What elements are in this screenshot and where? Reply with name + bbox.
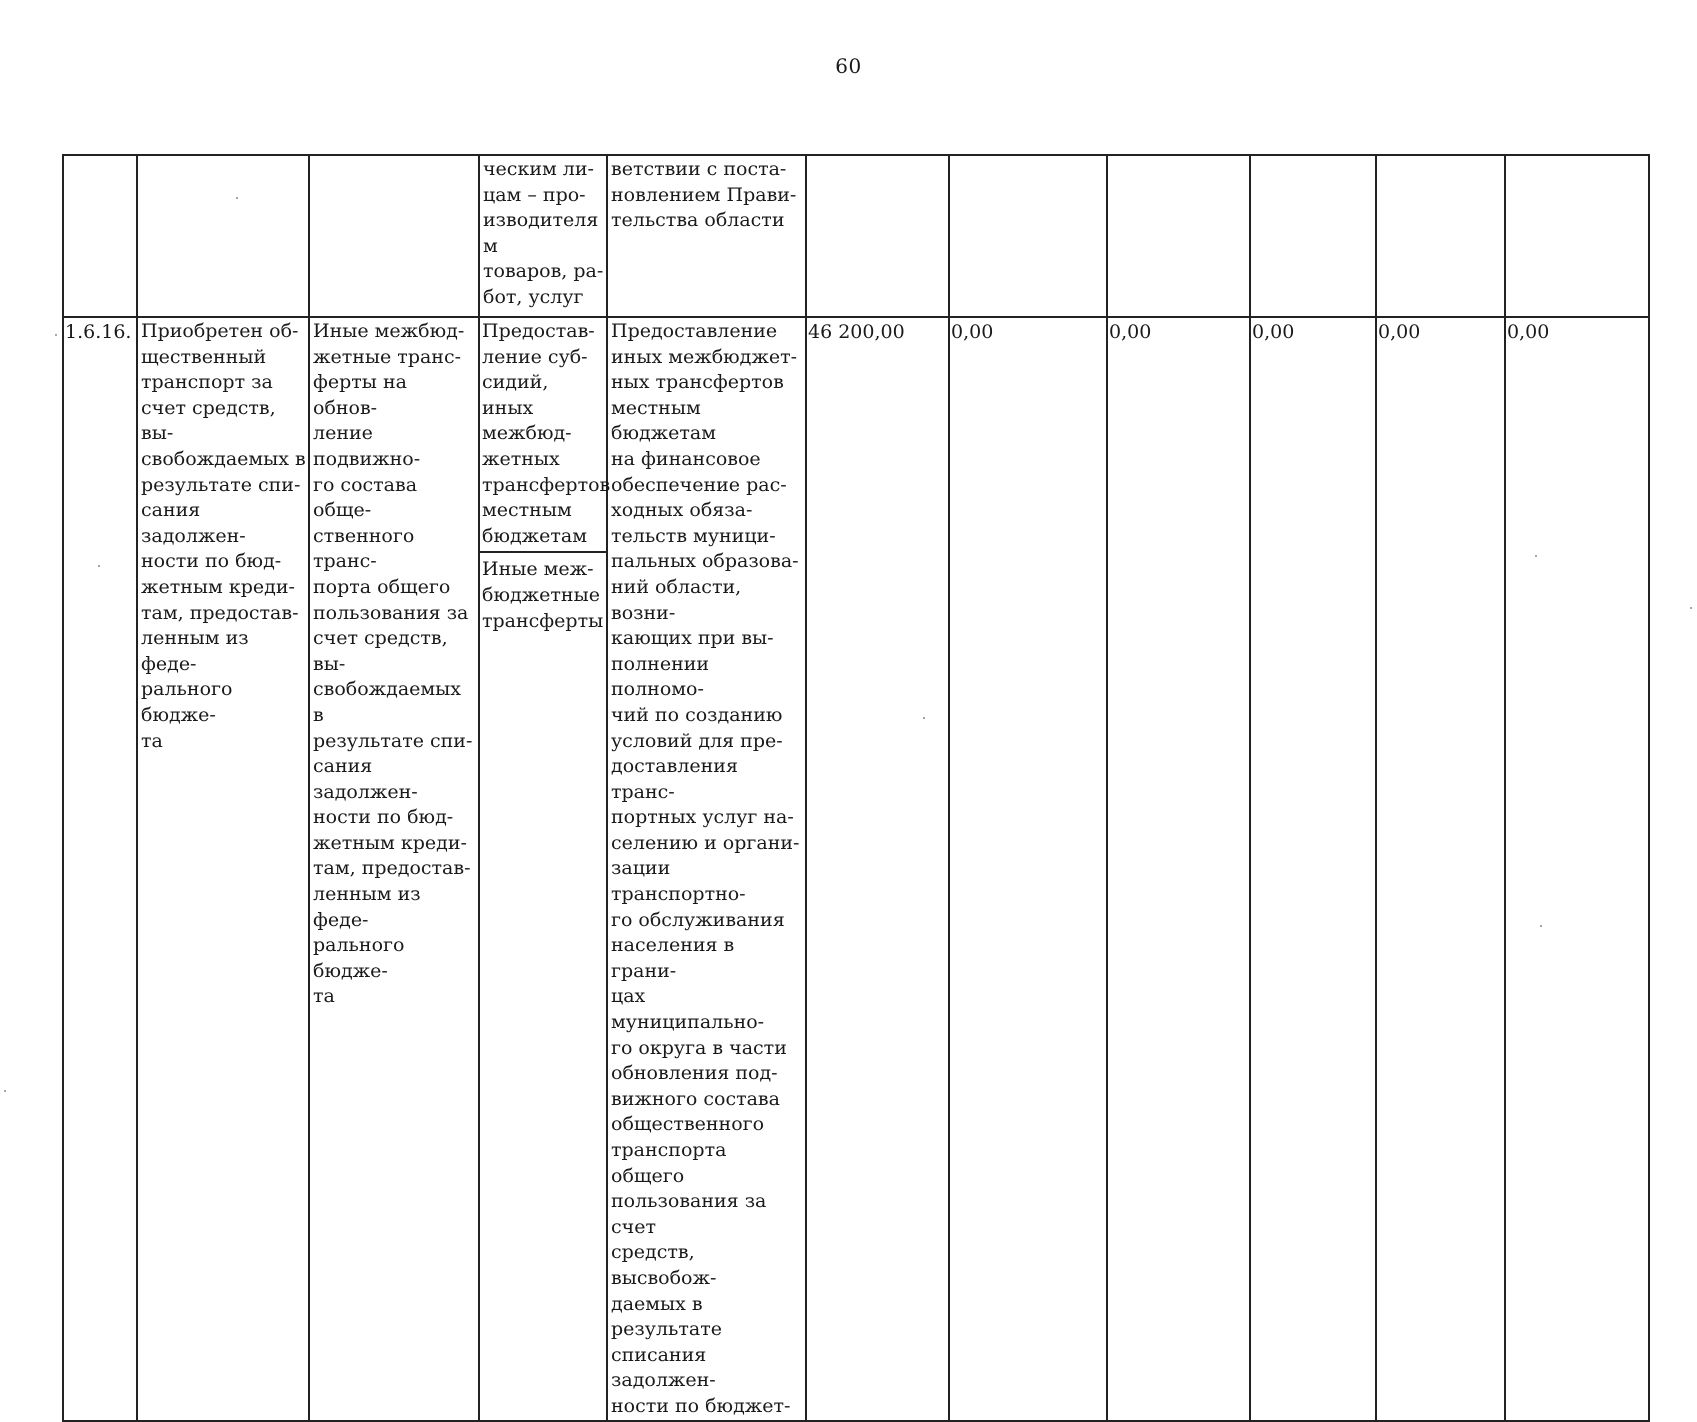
cell-basis: ветствии с поста- новлением Прави- тельства области	[607, 155, 806, 317]
cell-amount: 0,00	[949, 317, 1107, 1421]
scan-speck	[923, 717, 925, 719]
scan-speck	[98, 565, 100, 567]
page-number: 60	[835, 54, 862, 78]
cell-amount: 0,00	[1376, 317, 1505, 1421]
cell-amount-total	[806, 155, 949, 317]
table-row-1-6-16	[63, 317, 1649, 1421]
scan-speck	[55, 334, 57, 336]
support-form-subsidies: Предостав- ление суб- сидий, иных межбюд- жетных трансфертов местным бюджетам	[482, 320, 611, 547]
scan-speck	[1540, 925, 1542, 927]
cell-amount	[1250, 155, 1376, 317]
scan-speck	[1690, 607, 1692, 609]
cell-amount: 0,00	[1250, 317, 1376, 1421]
cell-support-form: ческим ли- цам – про- изводителям товаров, ра- бот, услуг	[479, 155, 607, 317]
support-form-transfers: Иные меж- бюджетные трансферты	[480, 551, 606, 636]
cell-support-form	[479, 317, 611, 1421]
cell-num: 1.6.16.	[63, 317, 137, 1421]
cell-amount	[1107, 155, 1250, 317]
cell-result-name: Приобретен об- щественный транспорт за счет средств, вы- свобождаемых в результате спи- сания задолжен- ности по бюд- жетным креди- там, предостав- ленным из феде- рального бюдже- та	[137, 317, 309, 1421]
table-row-continuation	[63, 155, 1649, 317]
cell-amount-total: 46 200,00	[806, 317, 949, 1421]
program-measures-table	[62, 154, 1650, 1422]
cell-amount: 0,00	[1107, 317, 1250, 1421]
scan-speck	[236, 197, 238, 199]
cell-result-name	[137, 155, 309, 317]
scan-speck	[1535, 555, 1537, 557]
cell-num	[63, 155, 137, 317]
cell-direction: Иные межбюд- жетные транс- ферты на обнов- ление подвижно- го состава обще- ственного транс- порта общего пользования за счет средств, вы- свобождаемых в результате спи- сания задолжен- ности по бюд- жетным креди- там, предостав- ленным из феде- рального бюдже- та	[309, 317, 479, 1421]
cell-direction	[309, 155, 479, 317]
cell-basis: Предоставление иных межбюджет- ных трансфертов местным бюджетам на финансовое обеспечение рас- ходных обяза- тельств муници- пальных образова- ний области, возни- кающих при вы- полнении полномо- чий по созданию условий для пре- доставления транс- портных услуг на- селению и органи- зации транспортно- го обслуживания населения в грани- цах муниципально- го округа в части обновления под- вижного состава общественного транспорта общего пользования за счет средств, высвобож- даемых в результате списания задолжен- ности по бюджет-	[607, 317, 806, 1421]
cell-amount	[1505, 155, 1649, 317]
cell-amount	[1376, 155, 1505, 317]
cell-amount	[949, 155, 1107, 317]
scan-speck	[4, 1090, 6, 1092]
cell-amount: 0,00	[1505, 317, 1649, 1421]
